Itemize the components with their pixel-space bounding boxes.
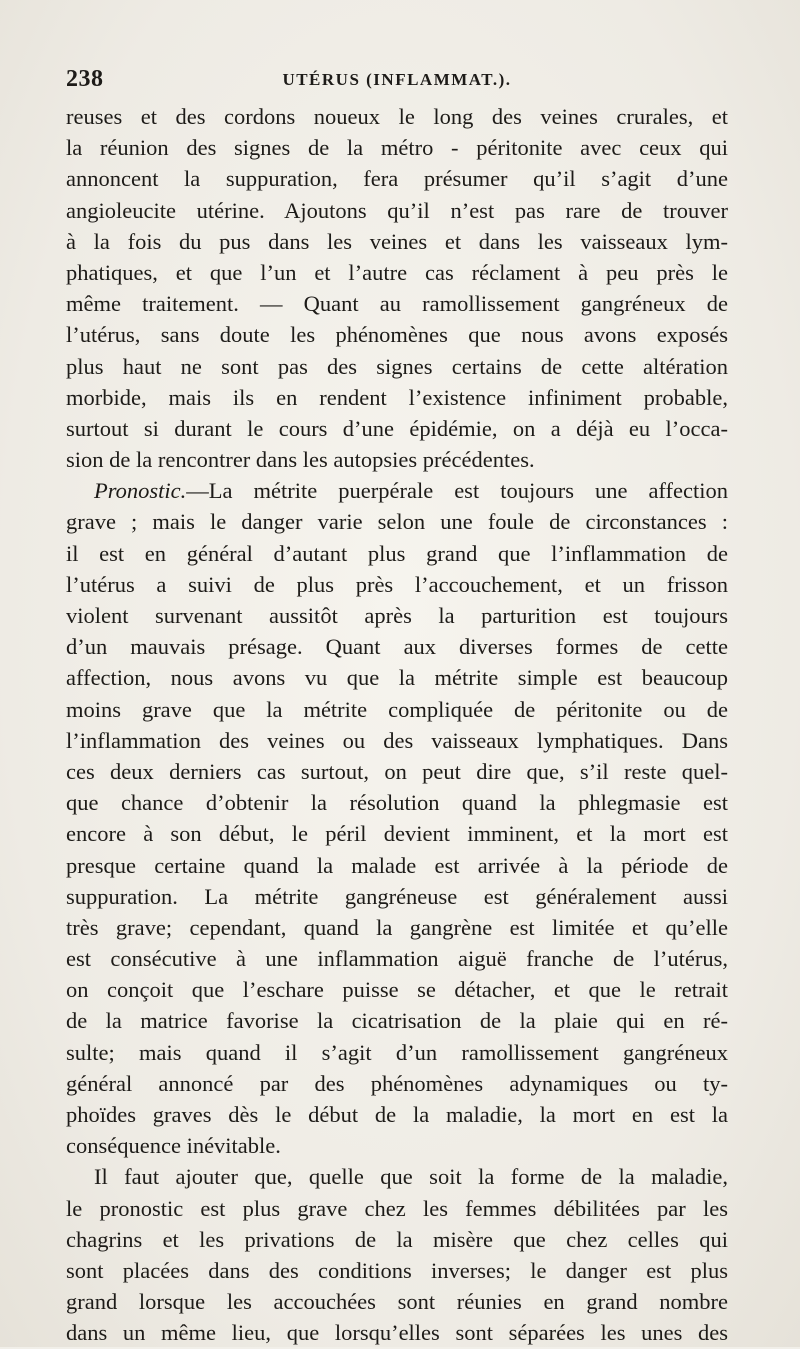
text-line: que chance d’obtenir la résolution quand la phlegmasie est xyxy=(66,790,728,816)
text-line: général annoncé par des phénomènes adynamiques ou ty- xyxy=(66,1070,728,1096)
text-line: surtout si durant le cours d’une épidémie, on a déjà eu l’occa- xyxy=(66,415,728,441)
text-line: il est en général d’autant plus grand que l’inflammation de xyxy=(66,540,728,566)
text-line: morbide, mais ils en rendent l’existence infiniment probable, xyxy=(66,384,728,410)
text-line: sion de la rencontrer dans les autopsies précédentes. xyxy=(66,447,535,473)
text-line: la réunion des signes de la métro - péritonite avec ceux qui xyxy=(66,135,728,161)
section-lead-pronostic: Pronostic. xyxy=(94,478,187,504)
text-line: est consécutive à une inflammation aiguë franche de l’utérus, xyxy=(66,946,728,972)
text-line-rest: —La métrite puerpérale est toujours une affection xyxy=(186,478,728,504)
text-line: Il faut ajouter que, quelle que soit la forme de la maladie, xyxy=(94,1164,728,1190)
text-line: moins grave que la métrite compliquée de péritonite ou de xyxy=(66,696,728,722)
text-line: très grave; cependant, quand la gangrène est limitée et qu’elle xyxy=(66,914,728,940)
text-line: phoïdes graves dès le début de la maladie, la mort en est la xyxy=(66,1102,728,1127)
text-line: on conçoit que l’eschare puisse se détacher, et que le retrait xyxy=(66,977,728,1003)
body-text xyxy=(66,101,728,1349)
page-header xyxy=(66,66,728,94)
text-line: affection, nous avons vu que la métrite simple est beaucoup xyxy=(66,665,728,691)
text-line: à la fois du pus dans les veines et dans les vaisseaux lym- xyxy=(66,228,728,254)
text-line: le pronostic est plus grave chez les femmes débilitées par les xyxy=(66,1195,728,1221)
text-line: plus haut ne sont pas des signes certains de cette altération xyxy=(66,353,728,379)
text-line: suppuration. La métrite gangréneuse est généralement aussi xyxy=(66,883,728,909)
text-line: l’utérus, sans doute les phénomènes que nous avons exposés xyxy=(66,322,728,348)
running-title: UTÉRUS (INFLAMMAT.). xyxy=(282,70,512,89)
text-line: annoncent la suppuration, fera présumer qu’il s’agit d’une xyxy=(66,166,728,192)
text-line: d’un mauvais présage. Quant aux diverses formes de cette xyxy=(66,634,728,660)
text-line: l’utérus a suivi de plus près l’accouchement, et un frisson xyxy=(66,571,728,597)
text-line: sulte; mais quand il s’agit d’un ramollissement gangréneux xyxy=(66,1039,728,1065)
text-line: l’inflammation des veines ou des vaisseaux lymphatiques. Dans xyxy=(66,727,728,753)
text-line: presque certaine quand la malade est arrivée à la période de xyxy=(66,852,728,878)
pronostic-line xyxy=(66,475,728,506)
text-line: angioleucite utérine. Ajoutons qu’il n’est pas rare de trouver xyxy=(66,197,728,223)
text-line: sont placées dans des conditions inverses; le danger est plus xyxy=(66,1257,728,1283)
text-line: de la matrice favorise la cicatrisation de la plaie qui en ré- xyxy=(66,1008,728,1034)
text-line: conséquence inévitable. xyxy=(66,1133,281,1159)
page-number: 238 xyxy=(66,66,104,92)
text-line: même traitement. — Quant au ramollissement gangréneux de xyxy=(66,291,728,317)
text-line: reuses et des cordons noueux le long des veines crurales, et xyxy=(66,104,728,129)
text-line: dans un même lieu, que lorsqu’elles sont séparées les unes des xyxy=(66,1320,728,1346)
text-line: chagrins et les privations de la misère que chez celles qui xyxy=(66,1226,728,1252)
text-line: grave ; mais le danger varie selon une foule de circonstances : xyxy=(66,509,728,535)
text-line: encore à son début, le péril devient imminent, et la mort est xyxy=(66,821,728,847)
text-line: phatiques, et que l’un et l’autre cas réclament à peu près le xyxy=(66,259,728,285)
text-line: grand lorsque les accouchées sont réunies en grand nombre xyxy=(66,1289,728,1315)
text-line: ces deux derniers cas surtout, on peut dire que, s’il reste quel- xyxy=(66,758,728,784)
text-line: violent survenant aussitôt après la parturition est toujours xyxy=(66,603,728,628)
